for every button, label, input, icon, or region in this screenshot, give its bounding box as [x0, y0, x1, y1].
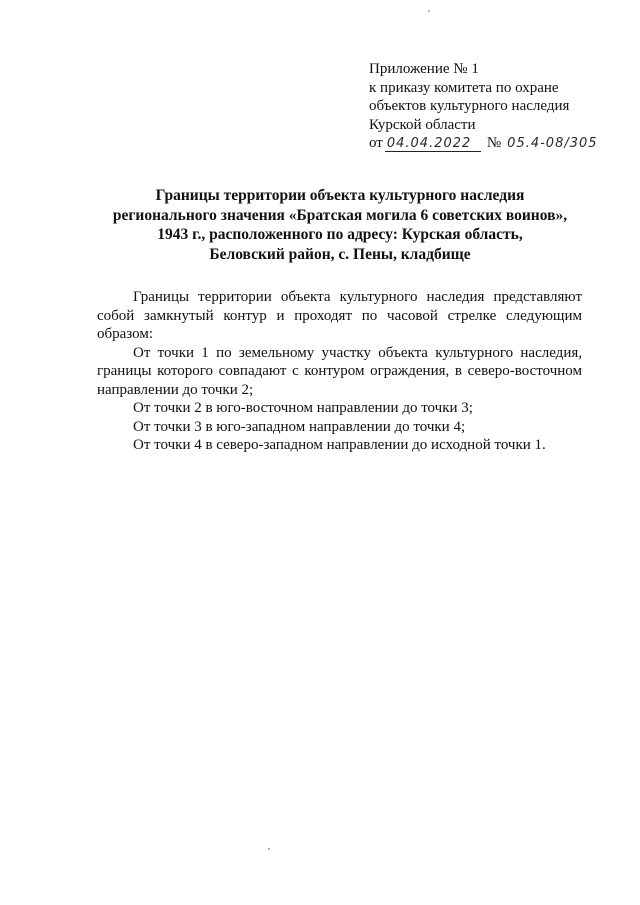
document-body — [97, 288, 582, 455]
paragraph-point-1: От точки 1 по земельному участку объекта культурного наследия, границы которого совпадают с контуром ограждения, в северо-восточном направлении до точки 2; — [97, 344, 582, 398]
paragraph-point-3: От точки 3 в юго-западном направлении до точки 4; — [133, 418, 466, 435]
title-line: регионального значения «Братская могила 6 советских воинов», — [112, 206, 568, 224]
annex-committee-line: объектов культурного наследия — [369, 98, 570, 114]
document-title — [95, 186, 585, 264]
number-sign: № — [486, 135, 502, 151]
scan-speck — [428, 10, 430, 12]
date-prefix: от — [369, 135, 383, 151]
annex-date-number-line — [369, 134, 619, 153]
annex-block — [369, 60, 619, 153]
annex-order-line: к приказу комитета по охране — [369, 79, 559, 96]
paragraph-point-2: От точки 2 в юго-восточном направлении до точки 3; — [133, 400, 473, 416]
title-line: Беловский район, с. Пены, кладбище — [209, 245, 471, 263]
scan-speck — [268, 848, 270, 850]
title-line: Границы территории объекта культурного наследия — [155, 187, 525, 204]
handwritten-date: 04.04.2022 — [385, 137, 481, 152]
title-line: 1943 г., расположенного по адресу: Курская область, — [157, 226, 523, 243]
paragraph-intro: Границы территории объекта культурного наследия представляют собой замкнутый контур и проходят по часовой стрелке следующим образом: — [97, 289, 582, 342]
annex-title: Приложение № 1 — [369, 61, 479, 77]
handwritten-order-number: 05.4-08/305 — [507, 136, 598, 151]
annex-region-line: Курской области — [369, 116, 476, 133]
paragraph-point-4: От точки 4 в северо-западном направлении до исходной точки 1. — [133, 437, 546, 453]
